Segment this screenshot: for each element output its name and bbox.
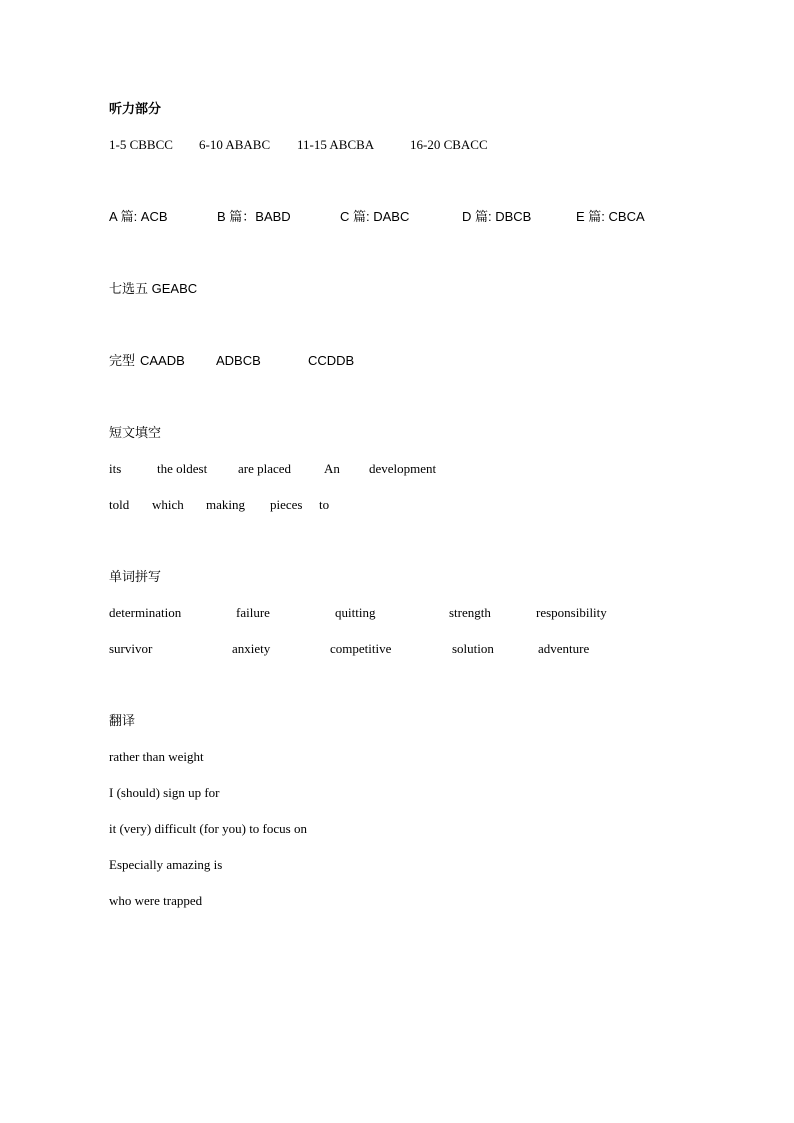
cloze-group: CAADB <box>140 353 185 368</box>
short-fill-answer: its <box>109 461 122 476</box>
spelling-answer: determination <box>109 605 182 620</box>
spelling-answer: survivor <box>109 641 153 656</box>
short-fill-answer: which <box>152 497 184 512</box>
reading-passage-answer: A 篇: ACB <box>109 209 168 224</box>
cloze-group: CCDDB <box>308 353 355 368</box>
translation-heading: 翻译 <box>109 713 136 728</box>
translation-item: I (should) sign up for <box>109 785 220 800</box>
cloze-group: ADBCB <box>216 353 261 368</box>
short-fill-heading: 短文填空 <box>109 425 162 440</box>
spelling-heading: 单词拼写 <box>109 569 162 584</box>
short-fill-answer: the oldest <box>157 461 208 476</box>
listening-answer: 11-15 ABCBA <box>297 137 375 152</box>
spelling-answer: adventure <box>538 641 590 656</box>
spelling-answer: responsibility <box>536 605 607 620</box>
short-fill-answer: are placed <box>238 461 292 476</box>
listening-answer: 16-20 CBACC <box>410 137 488 152</box>
listening-answer: 6-10 ABABC <box>199 137 271 152</box>
spelling-row <box>0 605 794 621</box>
spelling-answer: competitive <box>330 641 392 656</box>
translation-item: who were trapped <box>109 893 203 908</box>
short-fill-answer: told <box>109 497 130 512</box>
short-fill-row <box>0 461 794 477</box>
short-fill-answer: An <box>324 461 340 476</box>
reading-passage-answer: E 篇: CBCA <box>576 209 645 224</box>
listening-answers-row <box>0 137 794 153</box>
spelling-answer: quitting <box>335 605 376 620</box>
spelling-answer: solution <box>452 641 494 656</box>
seven-choose-five: 七选五 GEABC <box>109 281 198 296</box>
spelling-answer: failure <box>236 605 270 620</box>
listening-heading: 听力部分 <box>109 101 162 116</box>
spelling-answer: anxiety <box>232 641 271 656</box>
translation-item: Especially amazing is <box>109 857 223 872</box>
spelling-answer: strength <box>449 605 491 620</box>
reading-passage-answer: D 篇: DBCB <box>462 209 532 224</box>
short-fill-answer: to <box>319 497 330 512</box>
short-fill-answer: development <box>369 461 437 476</box>
cloze-answers-row <box>0 353 794 369</box>
reading-passage-answer: B 篇：BABD <box>217 209 291 224</box>
reading-answers-row <box>0 209 794 225</box>
cloze-label: 完型 <box>109 353 136 368</box>
spelling-row <box>0 641 794 657</box>
translation-item: rather than weight <box>109 749 204 764</box>
short-fill-answer: making <box>206 497 245 512</box>
short-fill-answer: pieces <box>270 497 303 512</box>
translation-item: it (very) difficult (for you) to focus on <box>109 821 307 836</box>
listening-answer: 1-5 CBBCC <box>109 137 173 152</box>
short-fill-row <box>0 497 794 513</box>
reading-passage-answer: C 篇: DABC <box>340 209 410 224</box>
